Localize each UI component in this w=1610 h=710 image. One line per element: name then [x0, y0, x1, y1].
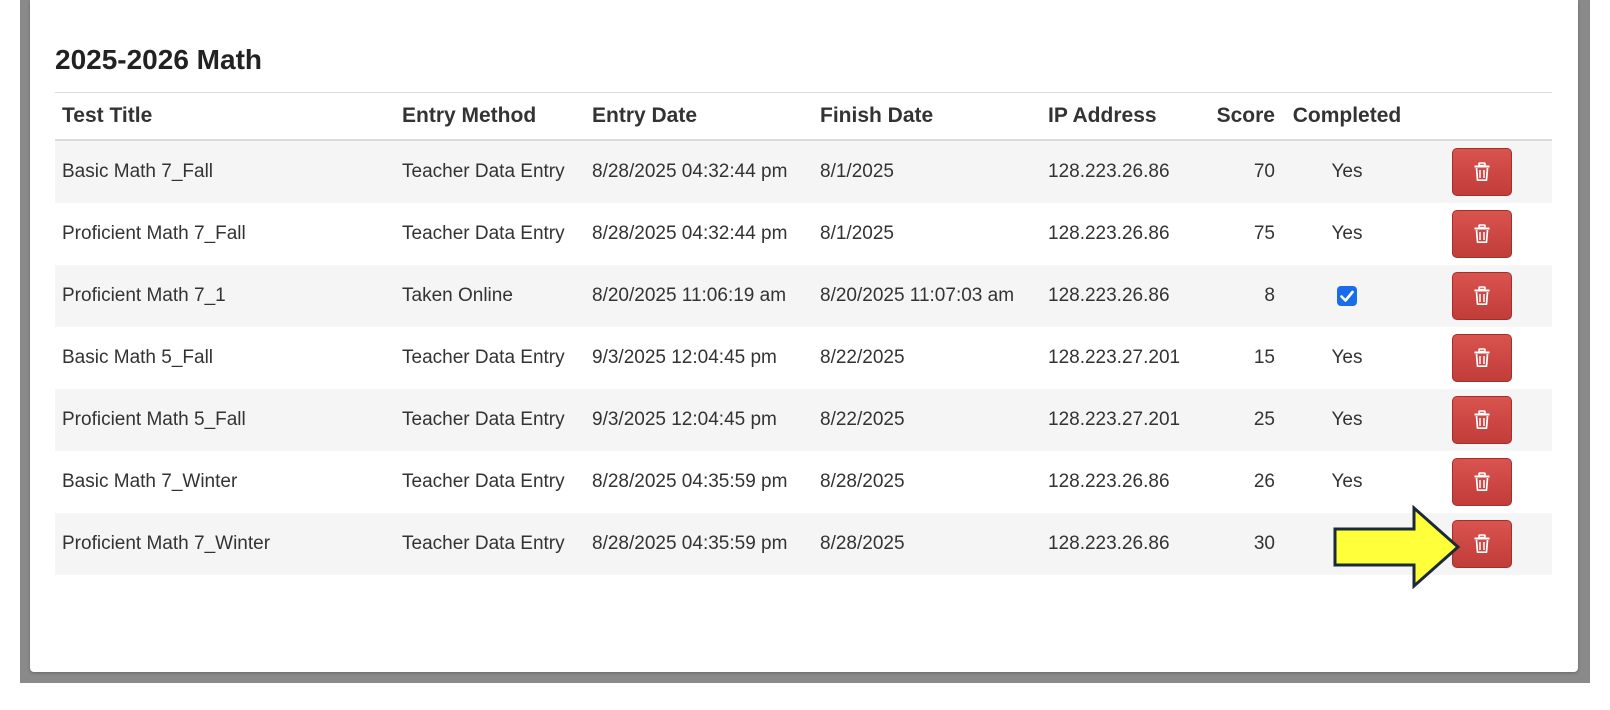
cell-test-title: Basic Math 5_Fall — [62, 347, 214, 368]
table-header-row — [55, 93, 1552, 141]
cell-finish-date: 8/28/2025 — [820, 471, 905, 492]
cell-actions — [1412, 327, 1552, 389]
column-header-entry-method: Entry Method — [402, 104, 537, 127]
delete-button[interactable] — [1452, 396, 1512, 444]
trash-icon — [1473, 224, 1491, 244]
cell-finish-date: 8/28/2025 — [820, 533, 905, 554]
column-header-entry-date: Entry Date — [592, 104, 698, 127]
cell-test-title: Basic Math 7_Winter — [62, 471, 238, 492]
cell-entry-method: Teacher Data Entry — [402, 223, 565, 244]
delete-button[interactable] — [1452, 458, 1512, 506]
cell-finish-date: 8/22/2025 — [820, 409, 905, 430]
cell-entry-method: Teacher Data Entry — [402, 347, 565, 368]
cell-score: 26 — [1253, 471, 1275, 492]
cell-test-title: Proficient Math 7_Winter — [62, 533, 271, 554]
column-header-score: Score — [1216, 104, 1275, 127]
cell-entry-method: Teacher Data Entry — [402, 161, 565, 182]
cell-finish-date: 8/22/2025 — [820, 347, 905, 368]
cell-ip-address: 128.223.26.86 — [1048, 471, 1170, 492]
cell-actions — [1412, 451, 1552, 513]
cell-test-title: Proficient Math 7_1 — [62, 285, 226, 306]
cell-completed: Yes — [1331, 409, 1363, 430]
cell-score: 25 — [1253, 409, 1275, 430]
cell-ip-address: 128.223.26.86 — [1048, 161, 1170, 182]
cell-score: 30 — [1253, 533, 1275, 554]
cell-entry-method: Taken Online — [402, 285, 513, 306]
column-header-finish-date: Finish Date — [820, 104, 934, 127]
cell-actions — [1412, 140, 1552, 203]
cell-ip-address: 128.223.26.86 — [1048, 533, 1170, 554]
test-scores-table — [55, 92, 1552, 575]
cell-entry-method: Teacher Data Entry — [402, 471, 565, 492]
cell-entry-method: Teacher Data Entry — [402, 533, 565, 554]
cell-actions — [1412, 389, 1552, 451]
trash-icon — [1473, 348, 1491, 368]
cell-score: 8 — [1264, 285, 1275, 306]
cell-finish-date: 8/1/2025 — [820, 223, 894, 244]
table-row — [55, 389, 1552, 451]
section-title: 2025-2026 Math — [55, 44, 263, 75]
delete-button[interactable] — [1452, 210, 1512, 258]
cell-actions — [1412, 265, 1552, 327]
delete-button[interactable] — [1452, 334, 1512, 382]
cell-entry-method: Teacher Data Entry — [402, 409, 565, 430]
delete-button[interactable] — [1452, 148, 1512, 196]
cell-test-title: Proficient Math 5_Fall — [62, 409, 246, 430]
trash-icon — [1473, 472, 1491, 492]
table-row — [55, 140, 1552, 203]
trash-icon — [1473, 410, 1491, 430]
cell-entry-date: 9/3/2025 12:04:45 pm — [592, 409, 777, 430]
cell-entry-date: 9/3/2025 12:04:45 pm — [592, 347, 777, 368]
cell-score: 75 — [1253, 223, 1275, 244]
cell-finish-date: 8/20/2025 11:07:03 am — [820, 285, 1015, 306]
check-icon — [1337, 286, 1357, 306]
cell-completed: Yes — [1331, 471, 1363, 492]
table-row — [55, 513, 1552, 575]
table-row — [55, 203, 1552, 265]
cell-actions — [1412, 203, 1552, 265]
cell-test-title: Basic Math 7_Fall — [62, 161, 214, 182]
table-row — [55, 265, 1552, 327]
trash-icon — [1473, 162, 1491, 182]
table-row — [55, 451, 1552, 513]
column-header-completed: Completed — [1292, 104, 1402, 127]
cell-completed — [1282, 265, 1412, 327]
table-row — [55, 327, 1552, 389]
cell-completed: Yes — [1331, 347, 1363, 368]
cell-score: 15 — [1253, 347, 1275, 368]
cell-entry-date: 8/20/2025 11:06:19 am — [592, 285, 787, 306]
cell-ip-address: 128.223.26.86 — [1048, 285, 1170, 306]
trash-icon — [1473, 534, 1491, 554]
column-header-test-title: Test Title — [62, 104, 153, 127]
cell-completed: Yes — [1331, 161, 1363, 182]
cell-completed: Yes — [1331, 223, 1363, 244]
highlight-arrow-icon — [1332, 505, 1462, 589]
cell-ip-address: 128.223.27.201 — [1048, 347, 1181, 368]
trash-icon — [1473, 286, 1491, 306]
cell-entry-date: 8/28/2025 04:35:59 pm — [592, 471, 788, 492]
cell-entry-date: 8/28/2025 04:35:59 pm — [592, 533, 788, 554]
delete-button[interactable] — [1452, 272, 1512, 320]
cell-score: 70 — [1253, 161, 1275, 182]
cell-test-title: Proficient Math 7_Fall — [62, 223, 246, 244]
cell-ip-address: 128.223.26.86 — [1048, 223, 1170, 244]
column-header-ip-address: IP Address — [1048, 104, 1157, 127]
cell-entry-date: 8/28/2025 04:32:44 pm — [592, 223, 788, 244]
cell-finish-date: 8/1/2025 — [820, 161, 894, 182]
cell-entry-date: 8/28/2025 04:32:44 pm — [592, 161, 788, 182]
completed-checkbox[interactable] — [1337, 286, 1357, 306]
cell-ip-address: 128.223.27.201 — [1048, 409, 1181, 430]
column-header-actions — [1412, 93, 1552, 141]
